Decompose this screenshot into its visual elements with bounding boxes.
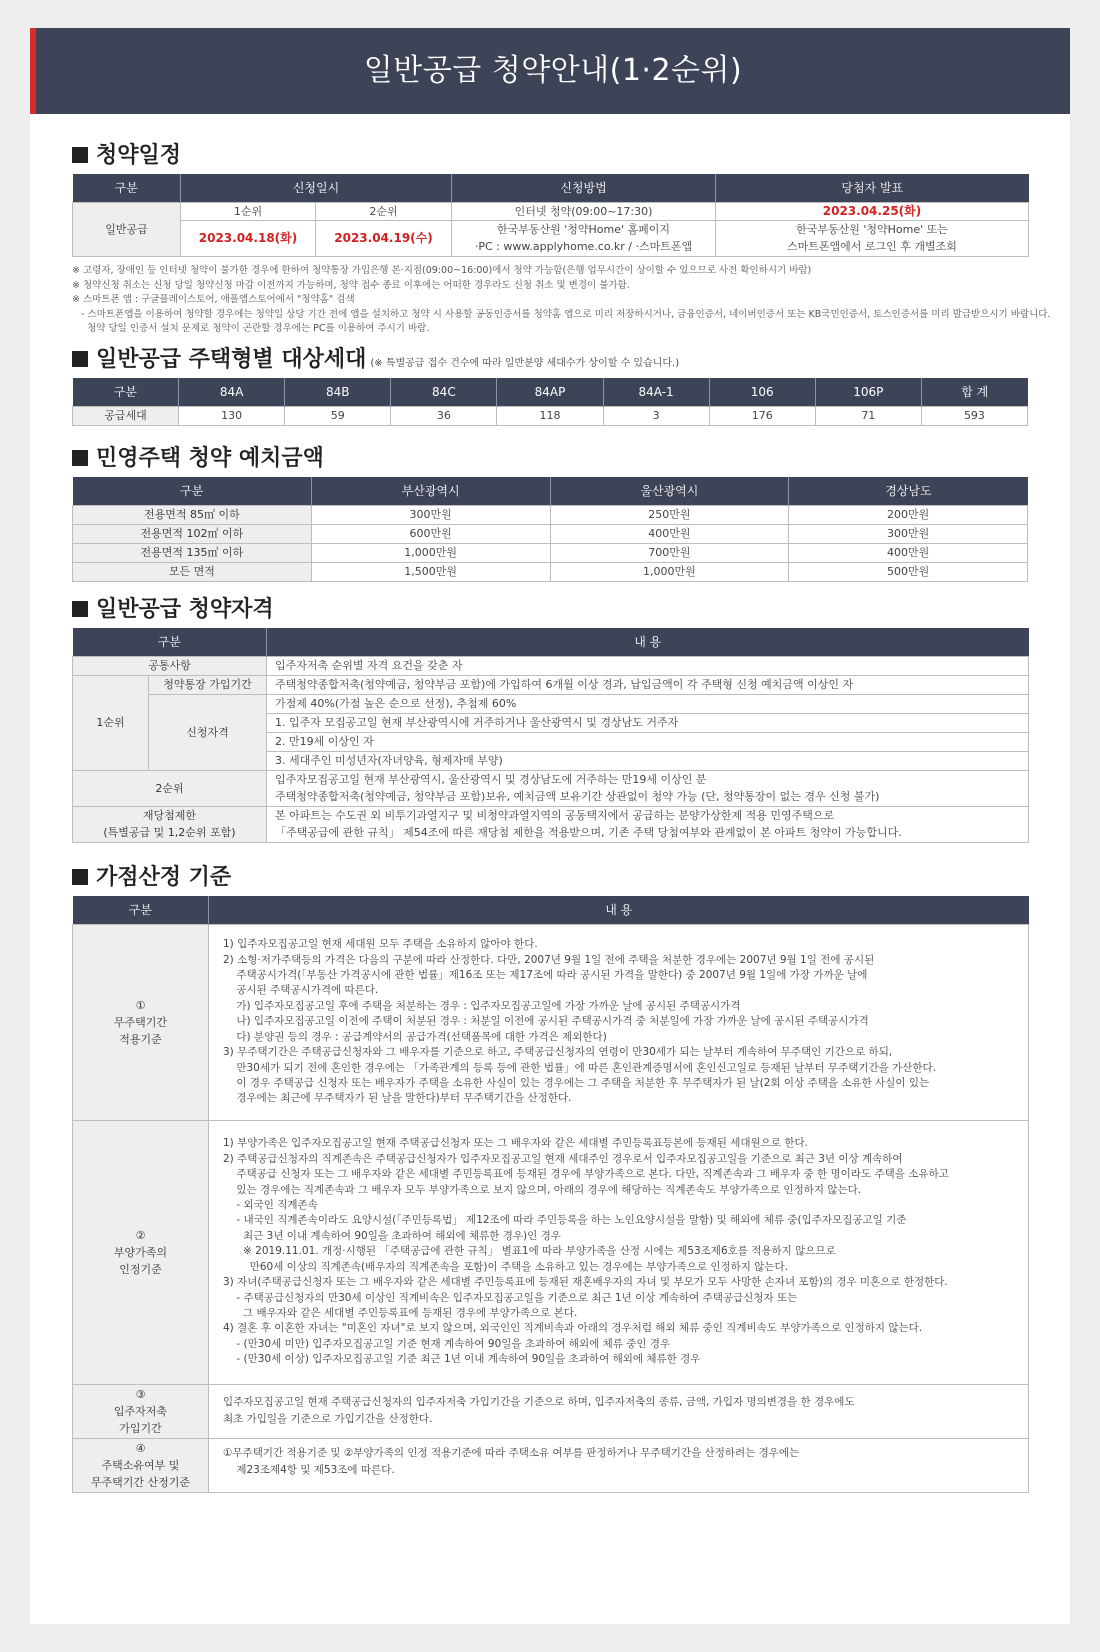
- period-label: 청약통장 가입기간: [149, 675, 267, 694]
- unit-count: 130: [179, 406, 285, 425]
- rank2-label: 2순위: [73, 770, 267, 806]
- section-title-eligibility: 일반공급 청약자격: [72, 596, 274, 624]
- deposit-value: 400만원: [550, 524, 789, 543]
- note-line: 청약 당일 인증서 설치 문제로 청약이 곤란할 경우에는 PC를 이용하여 주시기 바람.: [72, 323, 430, 334]
- col-header: 84A-1: [603, 378, 709, 406]
- common-text: 입주자저축 순위별 자격 요건을 갖춘 자: [267, 656, 1029, 675]
- unit-count: 118: [497, 406, 603, 425]
- row-text: ①무주택기간 적용기준 및 ②부양가족의 인정 적용기준에 따라 주택소유 여부를 판정하거나 무주택기간을 산정하려는 경우에는 제23조제4항 및 제53조에 따른다.: [209, 1438, 1029, 1492]
- note-line: ※ 스마트폰 앱 : 구글플레이스토어, 애플앱스토어에서 "청약홈" 검색: [72, 294, 355, 305]
- points-table: [72, 896, 1029, 1493]
- deposit-value: 1,000만원: [311, 543, 550, 562]
- rank2-label: 2순위: [316, 202, 452, 220]
- deposit-value: 200만원: [789, 505, 1028, 524]
- row-label: 전용면적 135㎡ 이하: [73, 543, 312, 562]
- note-line: - 스마트폰앱을 이용하여 청약할 경우에는 청약일 상당 기간 전에 앱을 설치하고 청약 시 사용할 공동인증서를 청약홈 앱으로 미리 저장하시거나, 금융인증서, 네이버인증서 또는 KB국민인증서, 토스인증서를 미리 발급받으시기 바랍니다.: [72, 308, 1051, 320]
- qual-label: 신청자격: [149, 694, 267, 770]
- col-header: 부산광역시: [311, 477, 550, 505]
- row-label: ① 무주택기간 적용기준: [73, 924, 209, 1120]
- col-header: 106P: [815, 378, 921, 406]
- row-label: 모든 면적: [73, 562, 312, 581]
- unit-count: 59: [285, 406, 391, 425]
- rank2-text: 입주자모집공고일 현재 부산광역시, 울산광역시 및 경상남도에 거주하는 만19세 이상인 분 주택청약종합저축(청약예금, 청약부금 포함)보유, 예치금액 보유기간 상관없이 청약 가능 (단, 청약통장이 없는 경우 신청 불가): [267, 770, 1029, 806]
- square-bullet-icon: [72, 450, 88, 466]
- unit-count: 36: [391, 406, 497, 425]
- rewin-label: 재당첨제한 (특별공급 및 1,2순위 포함): [73, 806, 267, 842]
- col-header: 84C: [391, 378, 497, 406]
- period-text: 주택청약종합저축(청약예금, 청약부금 포함)에 가입하여 6개월 이상 경과, 납입금액이 각 주택형 신청 예치금액 이상인 자: [267, 675, 1029, 694]
- col-header: 내 용: [267, 628, 1029, 656]
- square-bullet-icon: [72, 869, 88, 885]
- section-title-schedule: 청약일정: [72, 142, 181, 170]
- units-table: [72, 378, 1028, 426]
- section-title-units: 일반공급 주택형별 대상세대 (※ 특별공급 접수 건수에 따라 일반분양 세대수가 상이할 수 있습니다.): [72, 346, 679, 378]
- col-header: 합 계: [921, 378, 1027, 406]
- method-internet: 인터넷 청약(09:00~17:30): [452, 202, 716, 220]
- note-line: ※ 고령자, 장애인 등 인터넷 청약이 불가한 경우에 한하여 청약통장 가입은행 본·지점(09:00~16:00)에서 청약 가능함(은행 업무시간이 상이할 수 있으므로 사전 확인하시기 바람): [72, 265, 812, 276]
- col-header: 구분: [73, 477, 312, 505]
- deposit-value: 300만원: [311, 505, 550, 524]
- rank1-date: 2023.04.18(화): [181, 220, 316, 256]
- deposit-value: 250만원: [550, 505, 789, 524]
- rank1-label: 1순위: [73, 675, 149, 770]
- winner-date: 2023.04.25(화): [716, 202, 1029, 220]
- square-bullet-icon: [72, 351, 88, 367]
- winner-desc: 한국부동산원 '청약Home' 또는 스마트폰앱에서 로그인 후 개별조회: [716, 220, 1029, 256]
- schedule-notes: [72, 264, 1051, 337]
- row-label: 공통사항: [73, 656, 267, 675]
- square-bullet-icon: [72, 147, 88, 163]
- col-header: 구분: [73, 174, 181, 202]
- unit-count: 176: [709, 406, 815, 425]
- row-label: ③ 입주자저축 가입기간: [73, 1384, 209, 1438]
- row-label: 전용면적 85㎡ 이하: [73, 505, 312, 524]
- col-header: 당첨자 발표: [716, 174, 1029, 202]
- row-label: ④ 주택소유여부 및 무주택기간 산정기준: [73, 1438, 209, 1492]
- deposit-value: 1,000만원: [550, 562, 789, 581]
- banner-title: 일반공급 청약안내(1·2순위): [30, 28, 1070, 114]
- rank2-date: 2023.04.19(수): [316, 220, 452, 256]
- row-text: 입주자모집공고일 현재 주택공급신청자의 입주자저축 가입기간을 기준으로 하며, 입주자저축의 종류, 금액, 가입자 명의변경을 한 경우에도 최초 가입일을 기준으로 가입기간을 산정한다.: [209, 1384, 1029, 1438]
- schedule-table: [72, 174, 1029, 257]
- col-header: 84B: [285, 378, 391, 406]
- unit-count: 593: [921, 406, 1027, 425]
- document-page: [30, 28, 1070, 1624]
- section-note: (※ 특별공급 접수 건수에 따라 일반분양 세대수가 상이할 수 있습니다.): [370, 358, 680, 369]
- qual-item: 가점제 40%(가점 높은 순으로 선정), 추첨제 60%: [267, 694, 1029, 713]
- deposit-value: 300만원: [789, 524, 1028, 543]
- row-text: 1) 부양가족은 입주자모집공고일 현재 주택공급신청자 또는 그 배우자와 같은 세대별 주민등록표등본에 등재된 세대원으로 한다. 2) 주택공급신청자의 직계존속은 주택공급신청자가 입주자모집공고일 현재 세대주인 경우로서 입주자모집공고일을 기준으로 최근 3년 이상 계속하여 주택공급 신청자 또는 그 배우자와 같은 세대별 주민등록표에 등재된 경우에 부양가족으로 본다. 다만, 직계존속과 그 배우자 중 한 명이라도 주택을 소유하고 있는 경우에는 직계존속과 그 배우자 모두 부양가족으로 보지 않으며, 아래의 경우에 해당하는 직계존속도 부양가족으로 인정하지 않는다. - 외국인 직계존속 - 내국인 직계존속이라도 요양시설(「주민등록법」 제12조에 따라 주민등록을 하는 노인요양시설을 말함) 및 해외에 체류 중(입주자모집공고일 기준 최근 3년 이내 계속하여 90일을 초과하여 해외에 체류한 경우)인 경우 ※ 2019.11.01. 개정·시행된 「주택공급에 관한 규칙」 별표1에 따라 부양가족을 산정 시에는 제53조제6호를 적용하지 않으므로 만60세 이상의 직계존속(배우자의 직계존속을 포함)이 주택을 소유하고 있는 경우에는 부양가족으로 인정하지 않는다. 3) 자녀(주택공급신청자 또는 그 배우자와 같은 세대별 주민등록표에 등재된 재혼배우자의 자녀 및 부모가 모두 사망한 손자녀 포함)의 경우 미혼으로 한정한다. - 주택공급신청자의 만30세 이상인 직계비속은 입주자모집공고일을 기준으로 최근 1년 이상 계속하여 주택공급신청자 또는 그 배우자와 같은 세대별 주민등록표에 등재된 경우에 부양가족으로 본다. 4) 결혼 후 이혼한 자녀는 "미혼인 자녀"로 보지 않으며, 외국인인 직계비속과 아래의 경우처럼 해외 체류 중인 직계비속도 부양가족으로 인정하지 않는다. - (만30세 미만) 입주자모집공고일 기준 현재 계속하여 90일을 초과하여 해외에 체류 중인 경우 - (만30세 이상) 입주자모집공고일 기준 최근 1년 이내 계속하여 90일을 초과하여 해외에 체류한 경우: [209, 1120, 1029, 1384]
- row-label: ② 부양가족의 인정기준: [73, 1120, 209, 1384]
- qual-item: 2. 만19세 이상인 자: [267, 732, 1029, 751]
- qual-item: 1. 입주자 모집공고일 현재 부산광역시에 거주하거나 울산광역시 및 경상남도 거주자: [267, 713, 1029, 732]
- col-header: 경상남도: [789, 477, 1028, 505]
- eligibility-table: [72, 628, 1029, 843]
- col-header: 신청방법: [452, 174, 716, 202]
- row-label: 공급세대: [73, 406, 179, 425]
- note-line: ※ 청약신청 취소는 신청 당일 청약신청 마감 이전까지 가능하며, 청약 접수 종료 이후에는 어떠한 경우라도 신청 취소 및 변경이 불가함.: [72, 279, 630, 291]
- deposit-value: 500만원: [789, 562, 1028, 581]
- col-header: 신청일시: [181, 174, 452, 202]
- section-title-points: 가점산정 기준: [72, 864, 231, 892]
- rewin-text: 본 아파트는 수도권 외 비투기과열지구 및 비청약과열지역의 공동택지에서 공급하는 분양가상한제 적용 민영주택으로 「주택공급에 관한 규칙」 제54조에 따른 재당첨 제한을 적용받으며, 기존 주택 당첨여부와 관계없이 본 아파트 청약이 가능합니다.: [267, 806, 1029, 842]
- col-header: 84A: [179, 378, 285, 406]
- row-label: 일반공급: [73, 202, 181, 256]
- row-text: 1) 입주자모집공고일 현재 세대원 모두 주택을 소유하지 않아야 한다. 2) 소형·저가주택등의 가격은 다음의 구분에 따라 산정한다. 다만, 2007년 9월 1일 전에 주택을 처분한 경우에는 2007년 9월 1일 전에 공시된 주택공시가격(「부동산 가격공시에 관한 법률」제16조 또는 제17조에 따라 공시된 가격을 말한다) 중 2007년 9월 1일에 가장 가까운 날에 공시된 주택공시가격에 따른다. 가) 입주자모집공고일 후에 주택을 처분하는 경우 : 입주자모집공고일에 가장 가까운 날에 공시된 주택공시가격 나) 입주자모집공고일 이전에 주택이 처분된 경우 : 처분일 이전에 공시된 주택공시가격 중 처분일에 가장 가까운 날에 공시된 주택공시가격 다) 분양권 등의 경우 : 공급계약서의 공급가격(선택품목에 대한 가격은 제외한다) 3) 무주택기간은 주택공급신청자와 그 배우자를 기준으로 하고, 주택공급신청자의 연령이 만30세가 되는 날부터 계속하여 무주택인 기간으로 하되, 만30세가 되기 전에 혼인한 경우에는 「가족관계의 등록 등에 관한 법률」에 따른 혼인관계증명서에 혼인신고일로 등재된 날부터 무주택기간을 가산한다. 이 경우 주택공급 신청자 또는 배우자가 주택을 소유한 사실이 있는 경우에는 그 주택을 처분한 후 무주택자가 된 날(2회 이상 주택을 소유한 사실이 있는 경우에는 최근에 무주택자가 된 날을 말한다)부터 무주택기간을 산정한다.: [209, 924, 1029, 1120]
- col-header: 84AP: [497, 378, 603, 406]
- col-header: 울산광역시: [550, 477, 789, 505]
- section-title-deposit: 민영주택 청약 예치금액: [72, 445, 324, 473]
- unit-count: 71: [815, 406, 921, 425]
- col-header: 구분: [73, 896, 209, 924]
- deposit-value: 600만원: [311, 524, 550, 543]
- deposit-table: [72, 477, 1028, 582]
- col-header: 106: [709, 378, 815, 406]
- rank1-label: 1순위: [181, 202, 316, 220]
- deposit-value: 1,500만원: [311, 562, 550, 581]
- col-header: 구분: [73, 378, 179, 406]
- row-label: 전용면적 102㎡ 이하: [73, 524, 312, 543]
- col-header: 구분: [73, 628, 267, 656]
- qual-item: 3. 세대주인 미성년자(자녀양육, 형제자매 부양): [267, 751, 1029, 770]
- unit-count: 3: [603, 406, 709, 425]
- deposit-value: 700만원: [550, 543, 789, 562]
- method-homepage: 한국부동산원 '청약Home' 홈페이지 ·PC : www.applyhome.co.kr / ·스마트폰앱: [452, 220, 716, 256]
- col-header: 내 용: [209, 896, 1029, 924]
- deposit-value: 400만원: [789, 543, 1028, 562]
- square-bullet-icon: [72, 601, 88, 617]
